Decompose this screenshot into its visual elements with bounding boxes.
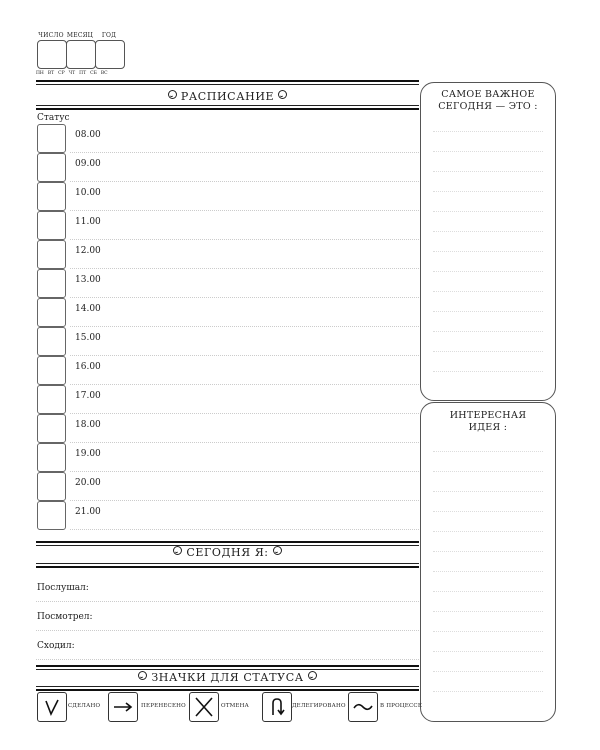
hour-writing-line[interactable] (70, 413, 419, 414)
panel-writing-line (433, 371, 543, 372)
status-box[interactable] (37, 501, 66, 530)
hour-writing-line[interactable] (70, 152, 419, 153)
today-header-rule-bottom2 (36, 566, 419, 568)
panel-writing-line (433, 231, 543, 232)
today-listened-label: Послушал: (37, 583, 89, 593)
hour-writing-line[interactable] (70, 181, 419, 182)
hour-label: 16.00 (75, 362, 101, 372)
status-box[interactable] (37, 385, 66, 414)
schedule-header (36, 90, 419, 103)
legend-header-rule-top2 (36, 669, 419, 670)
status-box[interactable] (37, 298, 66, 327)
hour-writing-line[interactable] (70, 326, 419, 327)
smiley-icon (273, 546, 282, 555)
date-label-month: МЕСЯЦ (66, 32, 94, 39)
schedule-header-rule-bottom (36, 105, 419, 106)
legend-postponed-box (108, 692, 138, 722)
status-box[interactable] (37, 182, 66, 211)
hour-label: 17.00 (75, 391, 101, 401)
arrow-right-icon (109, 693, 137, 721)
idea-panel[interactable] (420, 402, 556, 722)
weekday-tue[interactable]: ВТ (47, 71, 55, 76)
hour-writing-line[interactable] (70, 239, 419, 240)
hour-label: 11.00 (75, 217, 101, 227)
today-title: СЕГОДНЯ Я: (186, 546, 269, 559)
weekday-sat[interactable]: СБ (90, 71, 97, 76)
legend-header (36, 671, 419, 684)
today-header (36, 546, 419, 559)
hour-writing-line[interactable] (70, 500, 419, 501)
hour-writing-line[interactable] (70, 355, 419, 356)
status-box[interactable] (37, 240, 66, 269)
schedule-header-rule-top2 (36, 84, 419, 85)
panel-writing-line (433, 551, 543, 552)
important-panel[interactable] (420, 82, 556, 401)
weekday-fri[interactable]: ПТ (79, 71, 87, 76)
panel-writing-line (433, 151, 543, 152)
hour-label: 14.00 (75, 304, 101, 314)
important-title (421, 89, 555, 113)
status-column-label: Статус (37, 113, 70, 123)
status-box[interactable] (37, 124, 66, 153)
weekday-mon[interactable]: ПН (36, 71, 44, 76)
smiley-icon (168, 90, 177, 99)
panel-writing-line (433, 491, 543, 492)
important-title-line1: САМОЕ ВАЖНОЕ (441, 89, 535, 100)
weekday-sun[interactable]: ВС (100, 71, 108, 76)
panel-writing-line (433, 351, 543, 352)
idea-title-line1: ИНТЕРЕСНАЯ (449, 410, 527, 421)
status-box[interactable] (37, 472, 66, 501)
year-input-box[interactable] (95, 40, 125, 69)
cross-x-icon (190, 693, 218, 721)
date-label-day: ЧИСЛО (38, 32, 64, 39)
legend-header-rule-bottom2 (36, 689, 419, 691)
smiley-icon (278, 90, 287, 99)
hour-label: 21.00 (75, 507, 101, 517)
panel-writing-line (433, 471, 543, 472)
panel-writing-line (433, 291, 543, 292)
schedule-title: РАСПИСАНИЕ (180, 90, 275, 103)
legend-cancel-box (189, 692, 219, 722)
legend-delegated-box (262, 692, 292, 722)
panel-writing-line (433, 171, 543, 172)
hour-writing-line[interactable] (70, 529, 419, 530)
weekday-row (36, 71, 108, 76)
today-watched-line[interactable] (36, 630, 419, 631)
hour-label: 09.00 (75, 159, 101, 169)
status-box[interactable] (37, 443, 66, 472)
hour-label: 10.00 (75, 188, 101, 198)
hour-label: 15.00 (75, 333, 101, 343)
legend-postponed-label: ПЕРЕНЕСЕНО (141, 703, 186, 709)
weekday-thu[interactable]: ЧТ (68, 71, 76, 76)
panel-writing-line (433, 311, 543, 312)
today-watched-label: Посмотрел: (37, 612, 93, 622)
day-input-box[interactable] (37, 40, 67, 69)
schedule-header-rule-bottom2 (36, 108, 419, 110)
panel-writing-line (433, 591, 543, 592)
panel-writing-line (433, 451, 543, 452)
hour-writing-line[interactable] (70, 471, 419, 472)
panel-writing-line (433, 331, 543, 332)
panel-writing-line (433, 211, 543, 212)
panel-writing-line (433, 651, 543, 652)
legend-inprogress-label: В ПРОЦЕССЕ (380, 703, 423, 709)
status-box[interactable] (37, 327, 66, 356)
tilde-wave-icon (349, 693, 377, 721)
date-label-year: ГОД (101, 32, 117, 39)
check-v-icon (38, 693, 66, 721)
idea-title-line2: ИДЕЯ : (468, 422, 508, 433)
schedule-header-rule-top (36, 80, 419, 82)
status-box[interactable] (37, 356, 66, 385)
status-box[interactable] (37, 414, 66, 443)
smiley-icon (173, 546, 182, 555)
legend-title: ЗНАЧКИ ДЛЯ СТАТУСА (151, 671, 304, 684)
hour-label: 08.00 (75, 130, 101, 140)
smiley-icon (138, 671, 147, 680)
hour-label: 12.00 (75, 246, 101, 256)
idea-title (421, 410, 555, 434)
today-visited-line[interactable] (36, 659, 419, 660)
return-arrow-icon (263, 693, 291, 721)
legend-header-rule-top (36, 665, 419, 667)
status-box[interactable] (37, 153, 66, 182)
panel-writing-line (433, 531, 543, 532)
status-box[interactable] (37, 211, 66, 240)
panel-writing-line (433, 251, 543, 252)
panel-writing-line (433, 691, 543, 692)
today-listened-line[interactable] (36, 601, 419, 602)
today-header-rule-bottom (36, 563, 419, 564)
panel-writing-line (433, 131, 543, 132)
panel-writing-line (433, 511, 543, 512)
legend-done-box (37, 692, 67, 722)
panel-writing-line (433, 191, 543, 192)
legend-cancel-label: ОТМЕНА (221, 703, 249, 709)
panel-writing-line (433, 271, 543, 272)
legend-inprogress-box (348, 692, 378, 722)
panel-writing-line (433, 571, 543, 572)
legend-done-label: СДЕЛАНО (68, 703, 101, 709)
weekday-wed[interactable]: СР (58, 71, 65, 76)
panel-writing-line (433, 611, 543, 612)
hour-writing-line[interactable] (70, 442, 419, 443)
hour-writing-line[interactable] (70, 210, 419, 211)
hour-writing-line[interactable] (70, 268, 419, 269)
hour-label: 20.00 (75, 478, 101, 488)
hour-writing-line[interactable] (70, 297, 419, 298)
month-input-box[interactable] (66, 40, 96, 69)
hour-label: 18.00 (75, 420, 101, 430)
panel-writing-line (433, 671, 543, 672)
today-header-rule-top (36, 541, 419, 543)
important-title-line2: СЕГОДНЯ — ЭТО : (438, 101, 538, 112)
hour-label: 13.00 (75, 275, 101, 285)
panel-writing-line (433, 631, 543, 632)
legend-header-rule-bottom (36, 686, 419, 687)
smiley-icon (308, 671, 317, 680)
hour-writing-line[interactable] (70, 384, 419, 385)
status-box[interactable] (37, 269, 66, 298)
legend-delegated-label: ДЕЛЕГИРОВАНО (292, 703, 346, 709)
today-visited-label: Сходил: (37, 641, 75, 651)
hour-label: 19.00 (75, 449, 101, 459)
